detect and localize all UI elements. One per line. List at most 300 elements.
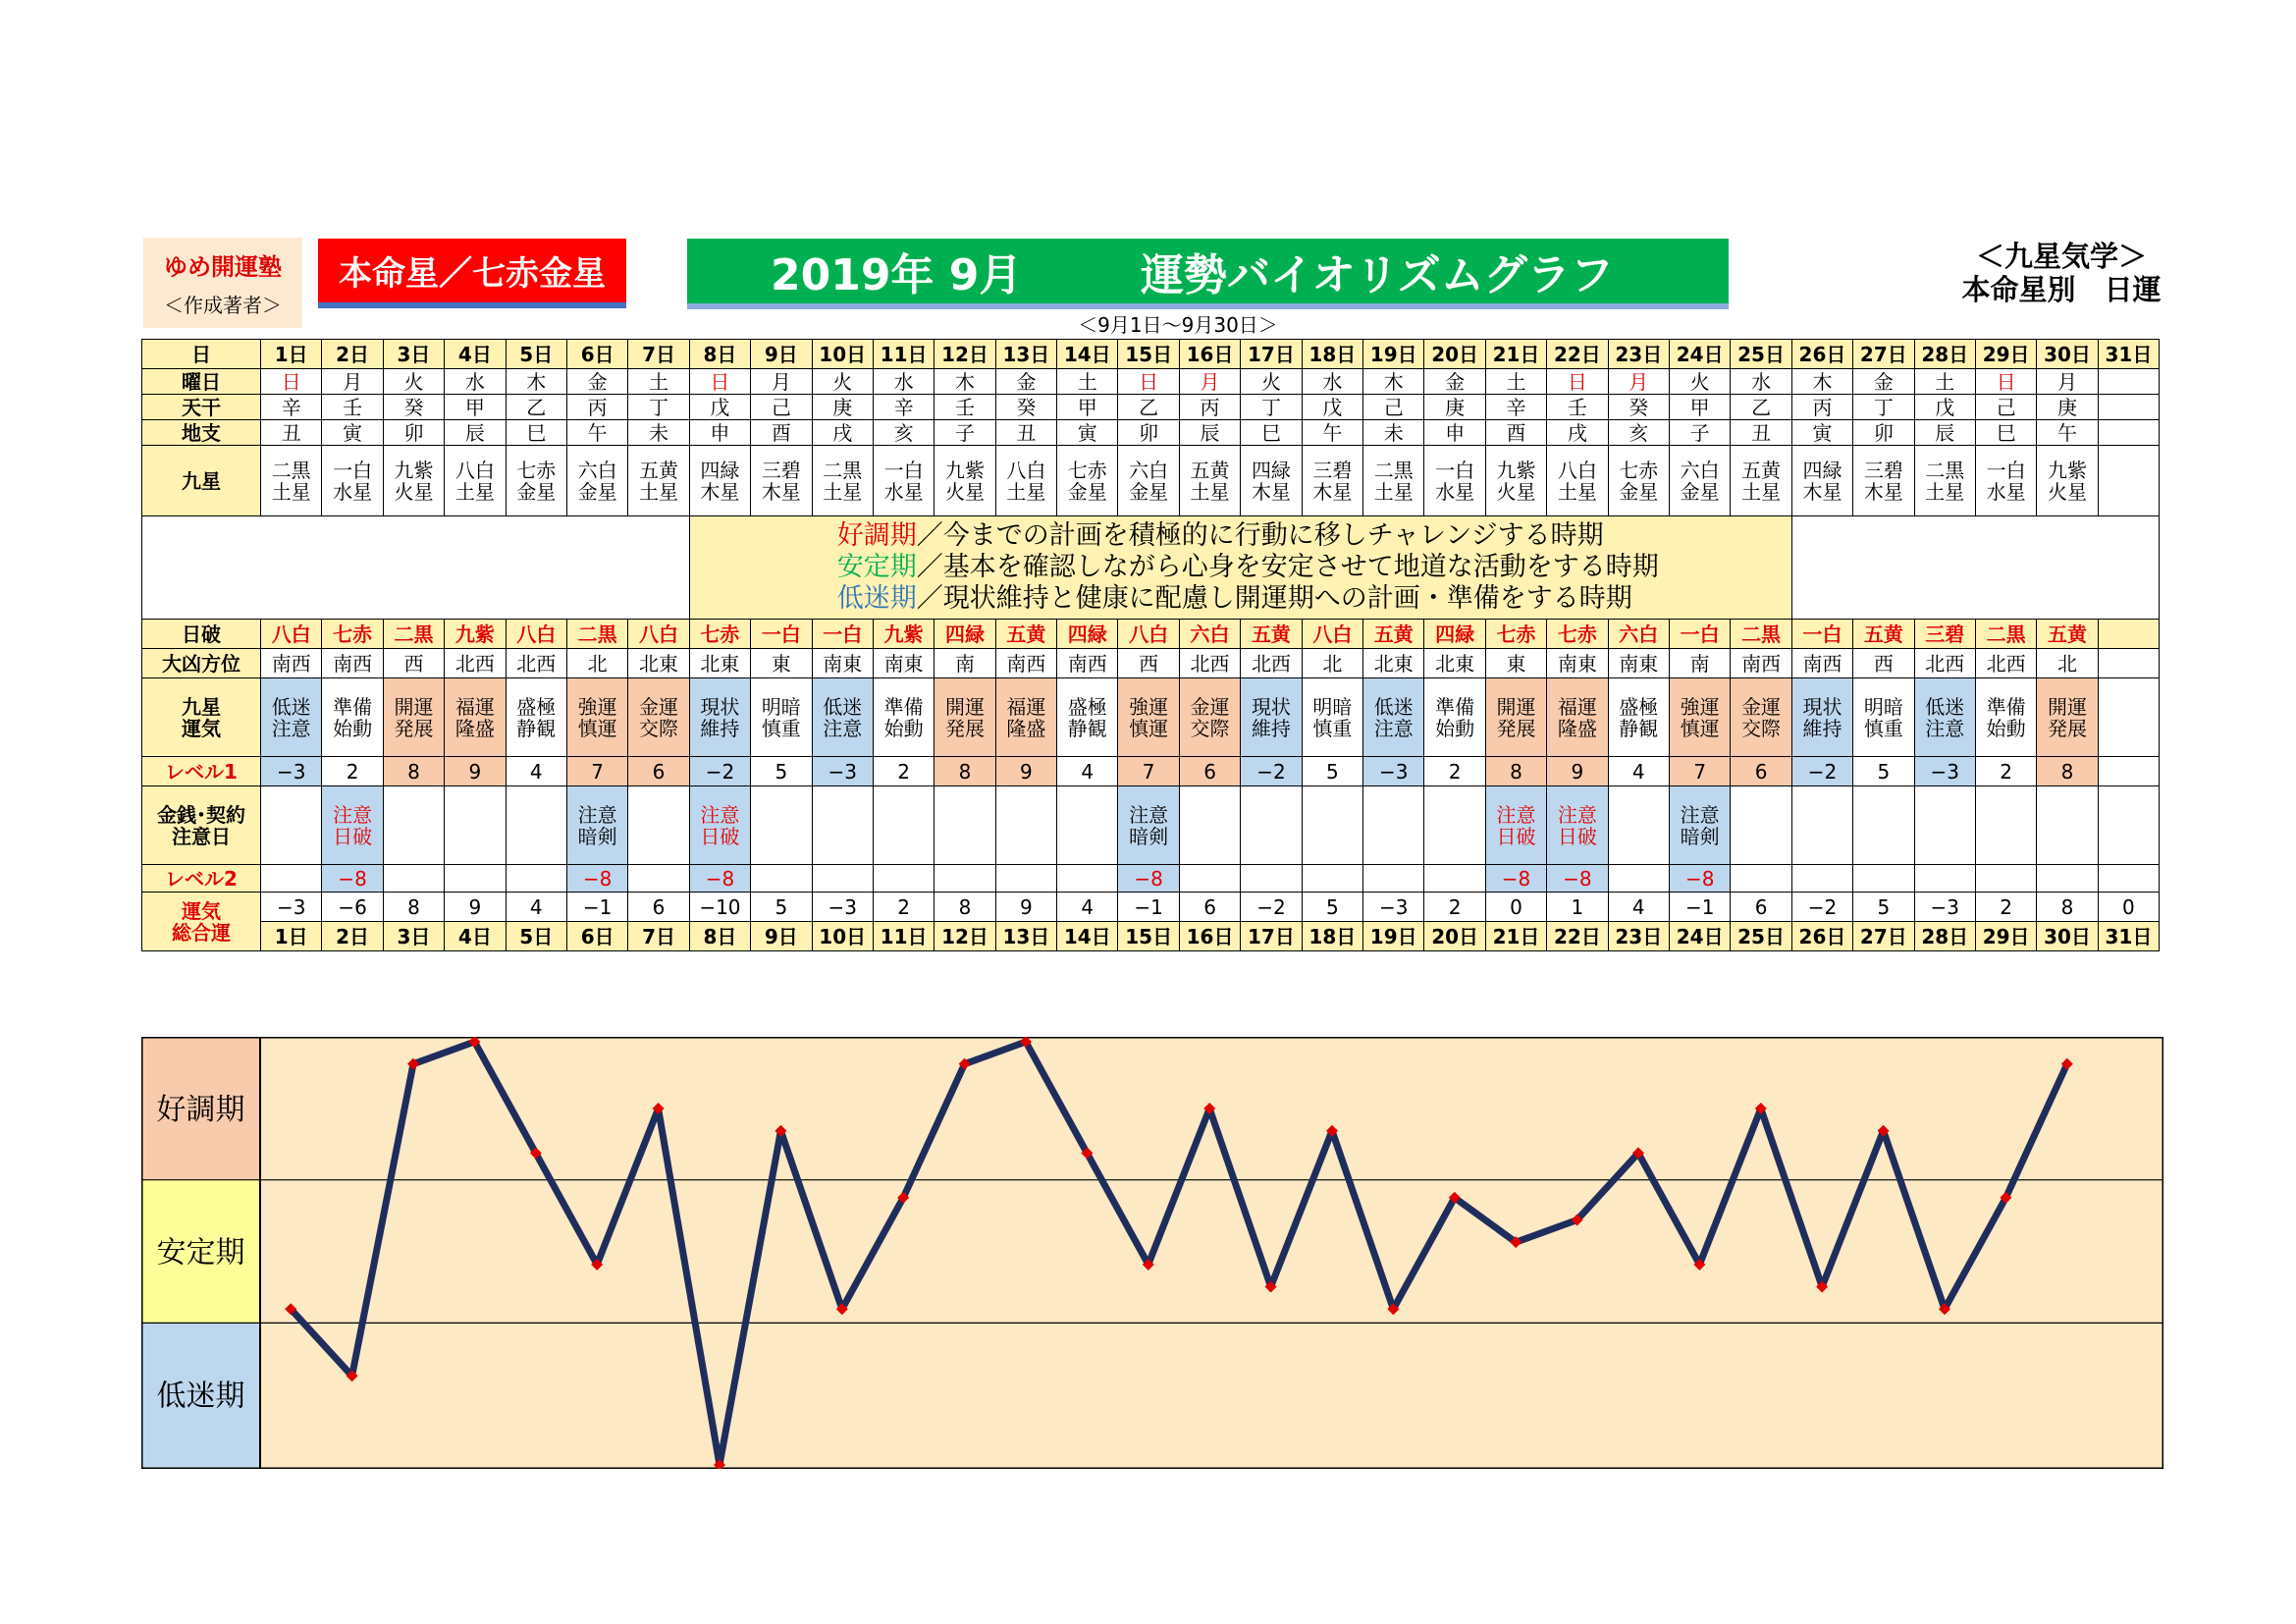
daikyo-cell: 南西 [1791, 649, 1852, 678]
total-cell: 4 [1057, 893, 1118, 922]
money-cell [934, 786, 995, 865]
day-cell-bottom: 11日 [873, 922, 934, 951]
chishi-cell: 子 [934, 420, 995, 446]
total-cell: 5 [1302, 893, 1362, 922]
nichiha-cell: 二黒 [1975, 620, 2036, 649]
daikyo-cell: 南西 [261, 649, 322, 678]
band-label-stable: 安定期 [156, 1235, 245, 1271]
kyusei-cell: 二黒 土星 [1363, 446, 1424, 516]
tenkan-cell: 戊 [1914, 395, 1975, 420]
label-weekday: 曜日 [142, 369, 261, 395]
level2-cell: −8 [1485, 865, 1546, 893]
date-range: ＜9月1日～9月30日＞ [1078, 312, 1278, 337]
weekday-cell: 火 [1241, 369, 1302, 395]
tenkan-cell: 甲 [1057, 395, 1118, 420]
unki-cell [2098, 678, 2159, 757]
label-kyusei-unki: 九星 運気 [142, 678, 261, 757]
tenkan-cell: 丙 [1179, 395, 1240, 420]
day-cell-bottom: 19日 [1363, 922, 1424, 951]
total-cell: 0 [2098, 893, 2159, 922]
legend-low-word: 低迷期 [836, 583, 917, 614]
day-cell-bottom: 8日 [689, 922, 750, 951]
total-cell: −2 [1791, 893, 1852, 922]
unki-cell: 開運 発展 [934, 678, 995, 757]
money-cell [1791, 786, 1852, 865]
day-cell-bottom: 15日 [1118, 922, 1179, 951]
nichiha-cell [2098, 620, 2159, 649]
level2-cell [1975, 865, 2036, 893]
day-cell-bottom: 9日 [751, 922, 812, 951]
day-cell: 1日 [261, 340, 322, 369]
day-cell: 14日 [1057, 340, 1118, 369]
level2-cell [1914, 865, 1975, 893]
chishi-cell: 申 [689, 420, 750, 446]
day-cell: 17日 [1241, 340, 1302, 369]
kyusei-cell: 七赤 金星 [1057, 446, 1118, 516]
label-nichiha: 日破 [142, 620, 261, 649]
tenkan-cell: 己 [1975, 395, 2036, 420]
daikyo-cell: 南西 [1057, 649, 1118, 678]
total-cell: 1 [1547, 893, 1608, 922]
author-caption: ＜作成著者＞ [164, 294, 282, 317]
money-cell: 注意 日破 [689, 786, 750, 865]
nichiha-cell: 五黄 [995, 620, 1056, 649]
money-cell [1057, 786, 1118, 865]
total-cell: 6 [628, 893, 689, 922]
money-cell [1179, 786, 1240, 865]
level2-cell [2098, 865, 2159, 893]
day-cell-bottom: 1日 [261, 922, 322, 951]
level2-cell [1241, 865, 1302, 893]
kyusei-cell: 七赤 金星 [1608, 446, 1669, 516]
day-cell-bottom: 20日 [1424, 922, 1485, 951]
kyusei-cell: 三碧 木星 [1853, 446, 1914, 516]
daikyo-cell: 北西 [506, 649, 566, 678]
tenkan-cell: 壬 [322, 395, 383, 420]
day-cell: 28日 [1914, 340, 1975, 369]
kyusei-cell: 二黒 土星 [812, 446, 873, 516]
money-cell [1853, 786, 1914, 865]
day-cell-bottom: 5日 [506, 922, 566, 951]
money-cell [751, 786, 812, 865]
money-cell [873, 786, 934, 865]
level1-cell: 2 [1424, 757, 1485, 786]
tenkan-cell: 乙 [1731, 395, 1791, 420]
level2-cell [383, 865, 444, 893]
chishi-cell: 寅 [322, 420, 383, 446]
level2-cell [2037, 865, 2098, 893]
weekday-cell: 金 [1853, 369, 1914, 395]
kyusei-cell: 五黄 土星 [1731, 446, 1791, 516]
daikyo-cell: 西 [383, 649, 444, 678]
daikyo-cell: 北西 [1975, 649, 2036, 678]
tenkan-cell: 辛 [873, 395, 934, 420]
weekday-cell: 日 [1975, 369, 2036, 395]
nichiha-cell: 四緑 [1057, 620, 1118, 649]
total-cell: 5 [751, 893, 812, 922]
chishi-cell: 酉 [1485, 420, 1546, 446]
weekday-cell: 水 [445, 369, 506, 395]
day-cell: 25日 [1731, 340, 1791, 369]
level2-cell [995, 865, 1056, 893]
day-cell: 29日 [1975, 340, 2036, 369]
nichiha-cell: 七赤 [1485, 620, 1546, 649]
weekday-cell: 月 [1179, 369, 1240, 395]
total-cell: −6 [322, 893, 383, 922]
nichiha-cell: 九紫 [445, 620, 506, 649]
nichiha-cell: 八白 [628, 620, 689, 649]
level2-cell [261, 865, 322, 893]
level2-cell [1424, 865, 1485, 893]
level1-cell: 9 [1547, 757, 1608, 786]
kyusei-cell: 三碧 木星 [1302, 446, 1362, 516]
day-cell: 13日 [995, 340, 1056, 369]
total-cell: −10 [689, 893, 750, 922]
chishi-cell: 辰 [445, 420, 506, 446]
level2-cell: −8 [689, 865, 750, 893]
day-cell: 12日 [934, 340, 995, 369]
day-cell: 16日 [1179, 340, 1240, 369]
kyusei-cell: 四緑 木星 [1791, 446, 1852, 516]
unki-cell: 強運 慎運 [566, 678, 627, 757]
day-cell-bottom: 18日 [1302, 922, 1362, 951]
day-cell: 26日 [1791, 340, 1852, 369]
level1-cell: −3 [1914, 757, 1975, 786]
daikyo-cell: 北 [1302, 649, 1362, 678]
tenkan-cell: 丁 [1853, 395, 1914, 420]
level2-cell [1791, 865, 1852, 893]
day-cell-bottom: 21日 [1485, 922, 1546, 951]
label-kyusei: 九星 [142, 446, 261, 516]
chishi-cell: 午 [1302, 420, 1362, 446]
daikyo-cell: 南東 [812, 649, 873, 678]
nichiha-cell: 五黄 [1241, 620, 1302, 649]
weekday-cell: 土 [628, 369, 689, 395]
daikyo-cell: 北西 [1241, 649, 1302, 678]
weekday-cell: 土 [1485, 369, 1546, 395]
kyusei-cell: 七赤 金星 [506, 446, 566, 516]
day-cell-bottom: 12日 [934, 922, 995, 951]
daikyo-cell: 北東 [1424, 649, 1485, 678]
money-cell [1731, 786, 1791, 865]
tenkan-cell: 辛 [1485, 395, 1546, 420]
tenkan-cell: 癸 [383, 395, 444, 420]
kyusei-cell: 一白 水星 [1424, 446, 1485, 516]
legend-blank-right [1791, 516, 2159, 620]
unki-cell: 明暗 慎重 [1853, 678, 1914, 757]
total-cell: −3 [1363, 893, 1424, 922]
tenkan-cell: 癸 [995, 395, 1056, 420]
kyusei-cell: 一白 水星 [1975, 446, 2036, 516]
daikyo-cell: 南西 [1731, 649, 1791, 678]
unki-cell: 強運 慎運 [1118, 678, 1179, 757]
level1-cell: 5 [1302, 757, 1362, 786]
day-cell: 6日 [566, 340, 627, 369]
unki-cell: 金運 交際 [1731, 678, 1791, 757]
level1-cell: 6 [1731, 757, 1791, 786]
level2-cell [445, 865, 506, 893]
day-cell-bottom: 7日 [628, 922, 689, 951]
total-cell: 9 [445, 893, 506, 922]
day-cell: 8日 [689, 340, 750, 369]
nichiha-cell: 一白 [1791, 620, 1852, 649]
tenkan-cell: 丙 [1791, 395, 1852, 420]
nichiha-cell: 七赤 [1547, 620, 1608, 649]
weekday-cell: 水 [873, 369, 934, 395]
level2-cell: −8 [322, 865, 383, 893]
day-cell: 21日 [1485, 340, 1546, 369]
chishi-cell: 辰 [1179, 420, 1240, 446]
weekday-cell: 金 [566, 369, 627, 395]
daikyo-cell: 南 [934, 649, 995, 678]
kyusei-cell: 八白 土星 [445, 446, 506, 516]
tenkan-cell: 乙 [506, 395, 566, 420]
unki-cell: 強運 慎運 [1669, 678, 1730, 757]
level1-cell: 6 [1179, 757, 1240, 786]
chishi-cell: 巳 [506, 420, 566, 446]
unki-cell: 福運 隆盛 [445, 678, 506, 757]
tenkan-cell: 丁 [628, 395, 689, 420]
total-cell: 8 [383, 893, 444, 922]
weekday-cell: 月 [322, 369, 383, 395]
level1-cell: 5 [1853, 757, 1914, 786]
label-day: 日 [142, 340, 261, 369]
weekday-cell: 木 [1791, 369, 1852, 395]
money-cell [1424, 786, 1485, 865]
day-cell: 5日 [506, 340, 566, 369]
day-cell-bottom: 17日 [1241, 922, 1302, 951]
unki-cell: 福運 隆盛 [995, 678, 1056, 757]
nichiha-cell: 九紫 [873, 620, 934, 649]
kyusei-cell: 四緑 木星 [689, 446, 750, 516]
total-cell: 2 [1424, 893, 1485, 922]
level2-cell [1608, 865, 1669, 893]
nichiha-cell: 四緑 [1424, 620, 1485, 649]
weekday-cell: 日 [689, 369, 750, 395]
author-name: ゆめ開運塾 [164, 253, 282, 281]
total-cell: 8 [934, 893, 995, 922]
level2-cell: −8 [1118, 865, 1179, 893]
weekday-cell: 火 [383, 369, 444, 395]
total-cell: −3 [1914, 893, 1975, 922]
money-cell [1975, 786, 2036, 865]
weekday-cell: 日 [1547, 369, 1608, 395]
legend-stable-text: ／基本を確認しながら心身を安定させて地道な活動をする時期 [916, 552, 1659, 582]
day-cell-bottom: 10日 [812, 922, 873, 951]
day-cell: 15日 [1118, 340, 1179, 369]
daikyo-cell: 北東 [689, 649, 750, 678]
tenkan-cell: 辛 [261, 395, 322, 420]
level1-cell: 4 [1608, 757, 1669, 786]
day-cell-bottom: 2日 [322, 922, 383, 951]
daikyo-cell: 東 [1485, 649, 1546, 678]
unki-cell: 明暗 慎重 [751, 678, 812, 757]
weekday-cell: 水 [1731, 369, 1791, 395]
daikyo-cell: 北西 [445, 649, 506, 678]
chishi-cell: 申 [1424, 420, 1485, 446]
title-banner [687, 239, 1729, 309]
unki-cell: 開運 発展 [383, 678, 444, 757]
nichiha-cell: 六白 [1179, 620, 1240, 649]
level2-cell [934, 865, 995, 893]
weekday-cell: 月 [751, 369, 812, 395]
legend-good-word: 好調期 [836, 520, 917, 551]
chishi-cell: 巳 [1241, 420, 1302, 446]
level1-cell [2098, 757, 2159, 786]
title-year-month: 2019年 9月 [771, 250, 1023, 300]
day-cell-bottom: 27日 [1853, 922, 1914, 951]
weekday-cell: 水 [1302, 369, 1362, 395]
weekday-cell: 火 [1669, 369, 1730, 395]
chishi-cell: 丑 [995, 420, 1056, 446]
day-cell-bottom: 22日 [1547, 922, 1608, 951]
total-cell: 5 [1853, 893, 1914, 922]
weekday-cell: 木 [506, 369, 566, 395]
kyusei-cell: 六白 金星 [1669, 446, 1730, 516]
daikyo-cell: 西 [1853, 649, 1914, 678]
money-cell [261, 786, 322, 865]
level2-cell [1853, 865, 1914, 893]
chishi-cell: 丑 [261, 420, 322, 446]
weekday-cell: 土 [1914, 369, 1975, 395]
day-cell-bottom: 24日 [1669, 922, 1730, 951]
chishi-cell: 午 [566, 420, 627, 446]
day-cell-bottom: 29日 [1975, 922, 2036, 951]
day-cell-bottom: 31日 [2098, 922, 2159, 951]
day-cell: 10日 [812, 340, 873, 369]
daikyo-cell: 北 [566, 649, 627, 678]
kyusei-cell: 九紫 火星 [1485, 446, 1546, 516]
kisei-caption [1904, 234, 2218, 312]
chishi-cell: 戌 [1547, 420, 1608, 446]
level1-cell: 4 [506, 757, 566, 786]
label-chishi: 地支 [142, 420, 261, 446]
unki-cell: 開運 発展 [2037, 678, 2098, 757]
level1-cell: 7 [1118, 757, 1179, 786]
kyusei-cell: 五黄 土星 [1179, 446, 1240, 516]
total-cell: 6 [1179, 893, 1240, 922]
total-cell: 2 [1975, 893, 2036, 922]
level2-cell [751, 865, 812, 893]
level2-cell: −8 [566, 865, 627, 893]
nichiha-cell: 三碧 [1914, 620, 1975, 649]
money-cell [1241, 786, 1302, 865]
kyusei-cell: 三碧 木星 [751, 446, 812, 516]
chishi-cell: 戌 [812, 420, 873, 446]
daikyo-cell: 北東 [1363, 649, 1424, 678]
nichiha-cell: 五黄 [2037, 620, 2098, 649]
nichiha-cell: 八白 [261, 620, 322, 649]
kyusei-cell: 四緑 木星 [1241, 446, 1302, 516]
day-cell: 4日 [445, 340, 506, 369]
level1-cell: 2 [873, 757, 934, 786]
day-cell: 24日 [1669, 340, 1730, 369]
label-level1: レベル1 [142, 757, 261, 786]
day-cell-bottom: 6日 [566, 922, 627, 951]
money-cell: 注意 日破 [1547, 786, 1608, 865]
kisei-line1: ＜九星気学＞ [1975, 240, 2147, 273]
author-box [143, 238, 302, 328]
weekday-cell: 金 [995, 369, 1056, 395]
daikyo-cell: 南西 [995, 649, 1056, 678]
chishi-cell: 卯 [1853, 420, 1914, 446]
unki-cell: 福運 隆盛 [1547, 678, 1608, 757]
day-cell-bottom: 14日 [1057, 922, 1118, 951]
weekday-cell: 金 [1424, 369, 1485, 395]
level1-cell: 6 [628, 757, 689, 786]
nichiha-cell: 七赤 [689, 620, 750, 649]
money-cell [628, 786, 689, 865]
chishi-cell [2098, 420, 2159, 446]
level2-cell [628, 865, 689, 893]
chishi-cell: 未 [1363, 420, 1424, 446]
chishi-cell: 寅 [1057, 420, 1118, 446]
unki-cell: 準備 始動 [1975, 678, 2036, 757]
level1-cell: 8 [2037, 757, 2098, 786]
day-cell-bottom: 4日 [445, 922, 506, 951]
unki-cell: 明暗 慎重 [1302, 678, 1362, 757]
day-cell-bottom: 25日 [1731, 922, 1791, 951]
day-cell: 30日 [2037, 340, 2098, 369]
kyusei-cell: 六白 金星 [1118, 446, 1179, 516]
unki-cell: 低迷 注意 [812, 678, 873, 757]
chishi-cell: 亥 [873, 420, 934, 446]
chishi-cell: 酉 [751, 420, 812, 446]
level2-cell [1363, 865, 1424, 893]
unki-cell: 低迷 注意 [1914, 678, 1975, 757]
nichiha-cell: 五黄 [1363, 620, 1424, 649]
unki-cell: 金運 交際 [1179, 678, 1240, 757]
total-cell: −1 [1669, 893, 1730, 922]
level1-cell: −2 [1241, 757, 1302, 786]
kyusei-cell: 五黄 土星 [628, 446, 689, 516]
total-cell: 4 [1608, 893, 1669, 922]
level1-cell: 5 [751, 757, 812, 786]
money-cell [812, 786, 873, 865]
day-cell-bottom: 16日 [1179, 922, 1240, 951]
kyusei-cell: 九紫 火星 [2037, 446, 2098, 516]
level2-cell [1179, 865, 1240, 893]
label-daikyo: 大凶方位 [142, 649, 261, 678]
daikyo-cell: 南西 [322, 649, 383, 678]
day-cell: 27日 [1853, 340, 1914, 369]
unki-cell: 盛極 静観 [506, 678, 566, 757]
level1-cell: −2 [1791, 757, 1852, 786]
chishi-cell: 巳 [1975, 420, 2036, 446]
label-money: 金銭･契約 注意日 [142, 786, 261, 865]
level1-cell: −3 [812, 757, 873, 786]
total-cell: 9 [995, 893, 1056, 922]
daikyo-cell: 北東 [628, 649, 689, 678]
level1-cell: 8 [383, 757, 444, 786]
level1-cell: 8 [1485, 757, 1546, 786]
kyusei-cell: 一白 水星 [873, 446, 934, 516]
level2-cell [1302, 865, 1362, 893]
daikyo-cell [2098, 649, 2159, 678]
kyusei-cell: 二黒 土星 [261, 446, 322, 516]
day-cell-bottom: 28日 [1914, 922, 1975, 951]
nichiha-cell: 八白 [1302, 620, 1362, 649]
chishi-cell: 寅 [1791, 420, 1852, 446]
nichiha-cell: 一白 [751, 620, 812, 649]
money-cell [995, 786, 1056, 865]
tenkan-cell: 戊 [1302, 395, 1362, 420]
weekday-cell: 火 [812, 369, 873, 395]
day-cell: 2日 [322, 340, 383, 369]
label-level2: レベル2 [142, 865, 261, 893]
nichiha-cell: 八白 [506, 620, 566, 649]
kisei-line2: 本命星別 日運 [1961, 273, 2162, 306]
